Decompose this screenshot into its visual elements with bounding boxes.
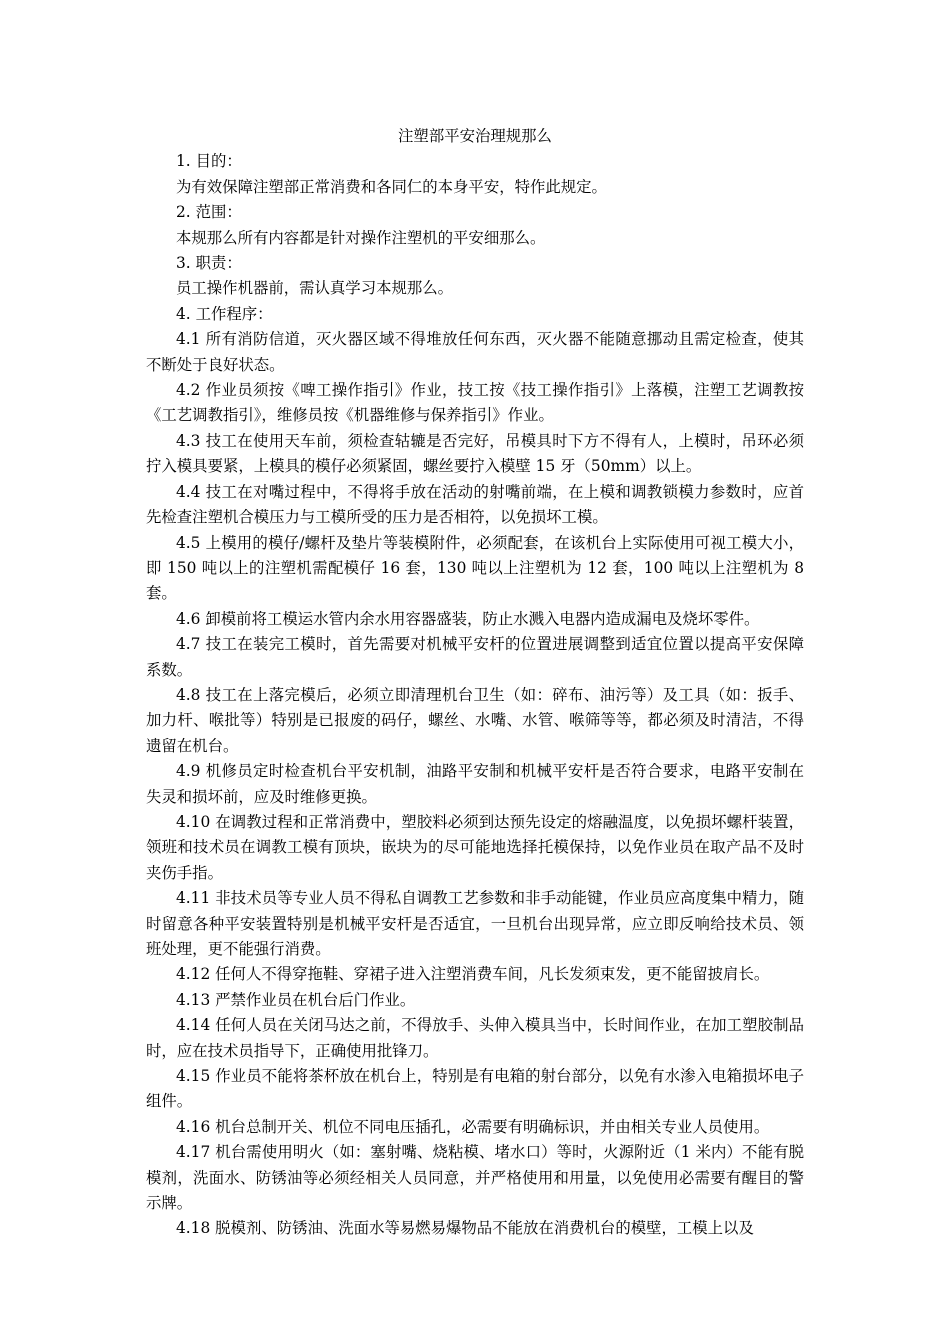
procedure-item: 4.9 机修员定时检查机台平安机制，油路平安制和机械平安杆是否符合要求，电路平安制在失灵和损坏前，应及时维修更换。 — [146, 762, 804, 806]
document-title: 注塑部平安治理规那么 — [398, 127, 552, 145]
section-text-purpose: 为有效保障注塑部正常消费和各同仁的本身平安，特作此规定。 — [176, 177, 607, 196]
procedure-item: 4.17 机台需使用明火（如：塞射嘴、烧粘模、堵水口）等时，火源附近（1 米内）不能有脱模剂，洗面水、防锈油等必须经相关人员同意，并严格使用和用量，以免使用必需要有醒目的警示牌。 — [146, 1143, 804, 1213]
procedure-item: 4.6 卸模前将工模运水管内余水用容器盛装，防止水溅入电器内造成漏电及烧坏零件。 — [176, 609, 760, 628]
procedure-item: 4.14 任何人员在关闭马达之前，不得放手、头伸入模具当中，长时间作业，在加工塑胶制品时，应在技术员指导下，正确使用批锋刀。 — [146, 1016, 804, 1060]
procedure-item: 4.5 上模用的模仔/螺杆及垫片等装模附件，必须配套，在该机台上实际使用可视工模大小，即 150 吨以上的注塑机需配模仔 16 套，130 吨以上注塑机为 12 套，100 吨以上注塑机为 8 套。 — [146, 533, 804, 603]
section-heading-purpose: 1. 目的： — [176, 152, 242, 171]
section-text-duties: 员工操作机器前，需认真学习本规那么。 — [176, 279, 454, 298]
procedure-item: 4.3 技工在使用天车前，须检查轱辘是否完好，吊模具时下方不得有人，上模时，吊环必须拧入模具要紧，上模具的模仔必须紧固，螺丝要拧入模壁 15 牙（50mm）以上。 — [146, 431, 804, 476]
section-heading-duties: 3. 职责： — [176, 254, 242, 273]
procedure-item: 4.13 严禁作业员在机台后门作业。 — [176, 990, 416, 1009]
procedure-item: 4.11 非技术员等专业人员不得私自调教工艺参数和非手动能键，作业员应高度集中精力，随时留意各种平安装置特别是机械平安杆是否适宜，一旦机台出现异常，应立即反响给技术员、领班处理，更不能强行消费。 — [146, 889, 804, 958]
section-heading-procedure: 4. 工作程序： — [176, 304, 273, 323]
procedure-item: 4.1 所有消防信道，灭火器区域不得堆放任何东西，灭火器不能随意挪动且需定检查，使其不断处于良好状态。 — [146, 330, 804, 374]
procedure-item: 4.4 技工在对嘴过程中，不得将手放在活动的射嘴前端，在上模和调教锁模力参数时，应首先检查注塑机合模压力与工模所受的压力是否相符，以免损坏工模。 — [146, 482, 804, 527]
section-text-scope: 本规那么所有内容都是针对操作注塑机的平安细那么。 — [176, 228, 546, 247]
procedure-item: 4.12 任何人不得穿拖鞋、穿裙子进入注塑消费车间，凡长发须束发，更不能留披肩长。 — [176, 965, 770, 984]
section-heading-scope: 2. 范围： — [176, 203, 242, 222]
procedure-item: 4.15 作业员不能将茶杯放在机台上，特别是有电箱的射台部分，以免有水渗入电箱损坏电子组件。 — [146, 1067, 804, 1111]
procedure-item: 4.8 技工在上落完模后，必须立即清理机台卫生（如：碎布、油污等）及工具（如：扳手、加力杆、喉批等）特别是已报废的码仔，螺丝、水嘴、水管、喉筛等等，都必须及时清洁，不得遗留在机台。 — [146, 685, 804, 755]
procedure-item: 4.16 机台总制开关、机位不同电压插孔，必需要有明确标识，并由相关专业人员使用。 — [176, 1117, 770, 1136]
procedure-item: 4.18 脱模剂、防锈油、洗面水等易燃易爆物品不能放在消费机台的模壁，工模上以及 — [176, 1219, 754, 1238]
procedure-item: 4.7 技工在装完工模时，首先需要对机械平安杆的位置进展调整到适宜位置以提高平安保障系数。 — [146, 635, 804, 679]
procedure-item: 4.2 作业员须按《啤工操作指引》作业，技工按《技工操作指引》上落模，注塑工艺调教按《工艺调教指引》，维修员按《机器维修与保养指引》作业。 — [146, 381, 804, 425]
document-body — [146, 124, 804, 1242]
procedure-item: 4.10 在调教过程和正常消费中，塑胶料必须到达预先设定的熔融温度，以免损坏螺杆装置，领班和技术员在调教工模有顶块，嵌块为的尽可能地选择托模保持，以免作业员在取产品不及时夹伤手指。 — [146, 812, 804, 882]
